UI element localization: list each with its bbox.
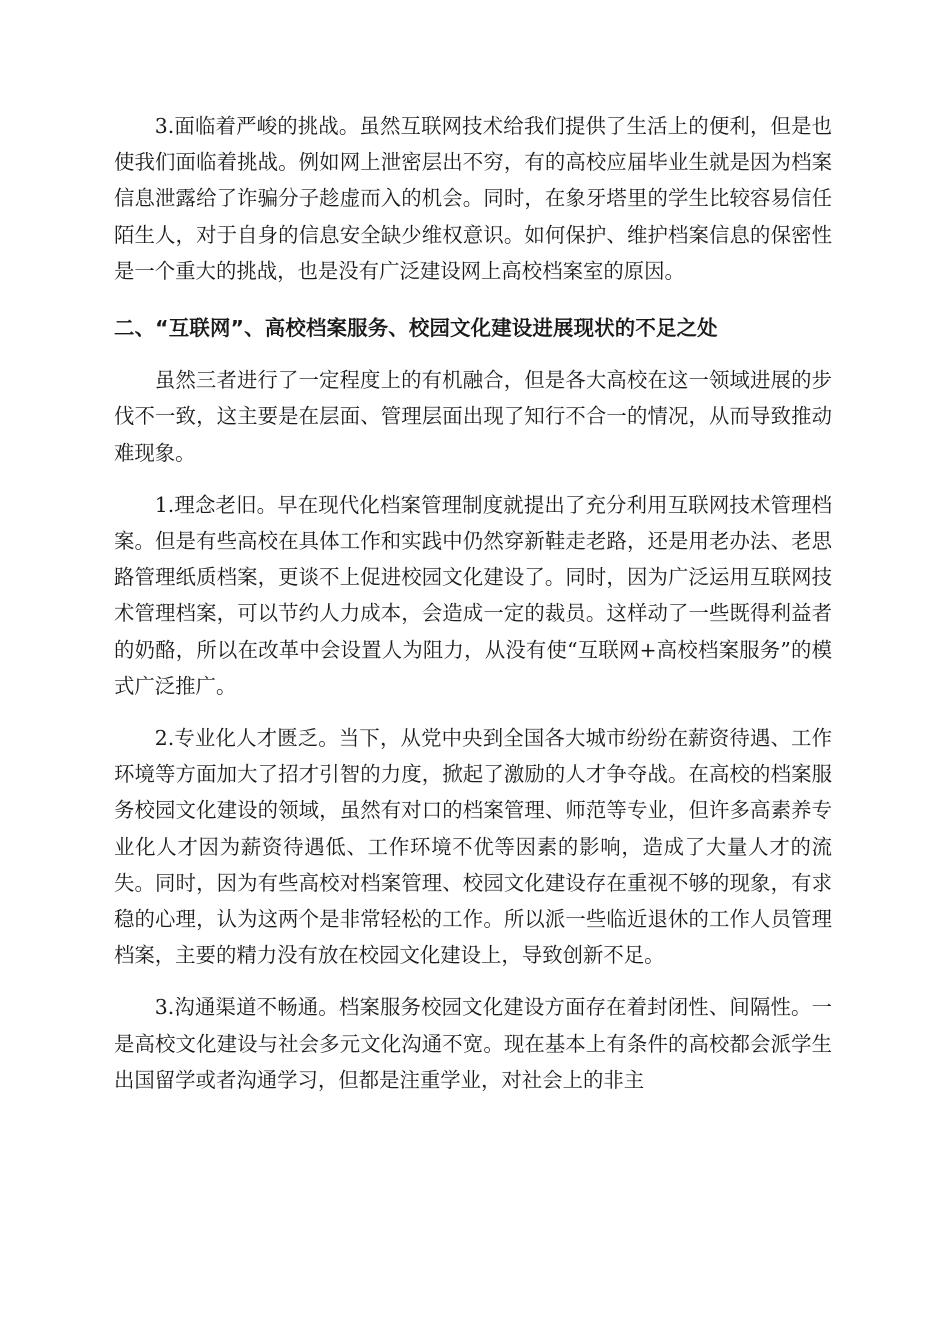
document-page: [114, 108, 832, 1098]
spacer: [114, 704, 832, 720]
spacer: [114, 471, 832, 487]
paragraph-point-3: 3.沟通渠道不畅通。档案服务校园文化建设方面存在着封闭性、间隔性。一是高校文化建设与社会多元文化沟通不宽。现在基本上有条件的高校都会派学生出国留学或者沟通学习，但都是注重学业，对社会上的非主: [114, 995, 832, 1092]
paragraph-point-1: 1.理念老旧。早在现代化档案管理制度就提出了充分利用互联网技术管理档案。但是有些高校在具体工作和实践中仍然穿新鞋走老路，还是用老办法、老思路管理纸质档案，更谈不上促进校园文化建设了。同时，因为广泛运用互联网技术管理档案，可以节约人力成本，会造成一定的裁员。这样动了一些既得利益者的奶酪，所以在改革中会设置人为阻力，从没有使“互联网+高校档案服务”的模式广泛推广。: [114, 492, 832, 698]
paragraph-point-2: 2.专业化人才匮乏。当下，从党中央到全国各大城市纷纷在薪资待遇、工作环境等方面加大了招才引智的力度，掀起了激励的人才争夺战。在高校的档案服务校园文化建设的领域，虽然有对口的档案管理、师范等专业，但许多高素养专业化人才因为薪资待遇低、工作环境不优等因素的影响，造成了大量人才的流失。同时，因为有些高校对档案管理、校园文化建设存在重视不够的现象，有求稳的心理，认为这两个是非常轻松的工作。所以派一些临近退休的工作人员管理档案，主要的精力没有放在校园文化建设上，导致创新不足。: [114, 726, 832, 968]
spacer: [114, 289, 832, 310]
spacer: [114, 346, 832, 362]
paragraph-intro: 虽然三者进行了一定程度上的有机融合，但是各大高校在这一领域进展的步伐不一致，这主要是在层面、管理层面出现了知行不合一的情况，从而导致推动难现象。: [114, 368, 832, 465]
spacer: [114, 973, 832, 989]
section-heading: 二、“互联网”、高校档案服务、校园文化建设进展现状的不足之处: [114, 316, 718, 341]
paragraph-challenge: 3.面临着严峻的挑战。虽然互联网技术给我们提供了生活上的便利，但是也使我们面临着挑战。例如网上泄密层出不穷，有的高校应届毕业生就是因为档案信息泄露给了诈骗分子趁虚而入的机会。同时，在象牙塔里的学生比较容易信任陌生人，对于自身的信息安全缺少维权意识。如何保护、维护档案信息的保密性是一个重大的挑战，也是没有广泛建设网上高校档案室的原因。: [114, 114, 832, 283]
